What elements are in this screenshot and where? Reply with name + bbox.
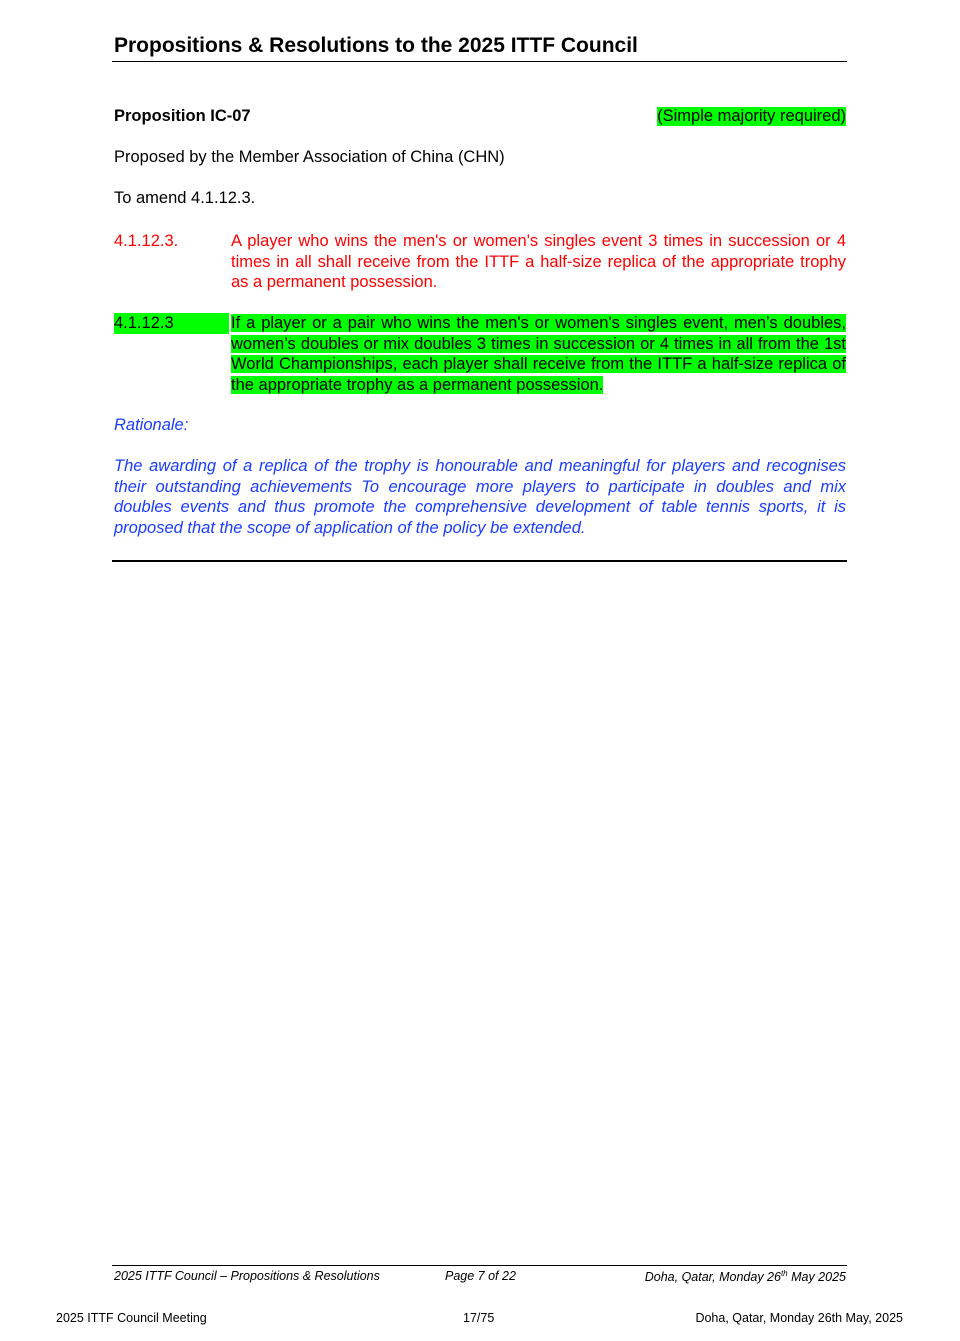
page-header-title: Propositions & Resolutions to the 2025 ITTF Council (114, 34, 638, 57)
rationale-heading: Rationale: (114, 416, 189, 434)
new-rule-number: 4.1.12.3 (114, 313, 229, 334)
viewer-footer-left: 2025 ITTF Council Meeting (56, 1311, 207, 1325)
new-rule-block (114, 313, 846, 395)
page-footer-date-prefix: Doha, Qatar, Monday 26 (644, 1270, 781, 1285)
amend-intro-text: To amend 4.1.12.3. (114, 189, 256, 207)
deleted-rule-number: 4.1.12.3. (114, 232, 179, 250)
new-rule-text-container (231, 313, 846, 395)
section-end-divider (112, 560, 847, 562)
page-footer-date-sup: th (780, 1269, 788, 1278)
new-rule-text: If a player or a pair who wins the men's or women's singles event, men’s doubles, women’s doubles or mix doubles 3 times in succession or 4 times in all from the 1st World Championships, each player shall receive from the ITTF a half-size replica of the appropriate trophy as a permanent possession. (231, 314, 846, 394)
page-footer-left: 2025 ITTF Council – Propositions & Resolutions (114, 1269, 380, 1283)
deleted-rule-text: A player who wins the men's or women's singles event 3 times in succession or 4 times in all shall receive from the ITTF a half-size replica of the appropriate trophy as a permanent possession. (231, 232, 846, 291)
majority-badge: (Simple majority required) (657, 107, 846, 125)
viewer-footer-right: Doha, Qatar, Monday 26th May, 2025 (695, 1311, 903, 1325)
page-footer-date-suffix: May 2025 (787, 1270, 846, 1285)
proposition-title: Proposition IC-07 (114, 107, 251, 125)
viewer-page-counter: 17/75 (463, 1311, 495, 1325)
page-footer-right (645, 1269, 846, 1284)
page-footer-page-number: Page 7 of 22 (445, 1269, 516, 1283)
header-divider (112, 61, 847, 62)
rationale-text: The awarding of a replica of the trophy is honourable and meaningful for players and recognises their outstanding achievements To encourage more players to participate in doubles and mix doubles events and thus promote the comprehensive development of table tennis sports, it is proposed that the scope of application of the policy be extended. (114, 457, 846, 537)
footer-divider (112, 1265, 847, 1266)
proposition-row (114, 107, 846, 129)
deleted-rule-block (114, 231, 846, 293)
proposed-by-text: Proposed by the Member Association of China (CHN) (114, 148, 505, 166)
